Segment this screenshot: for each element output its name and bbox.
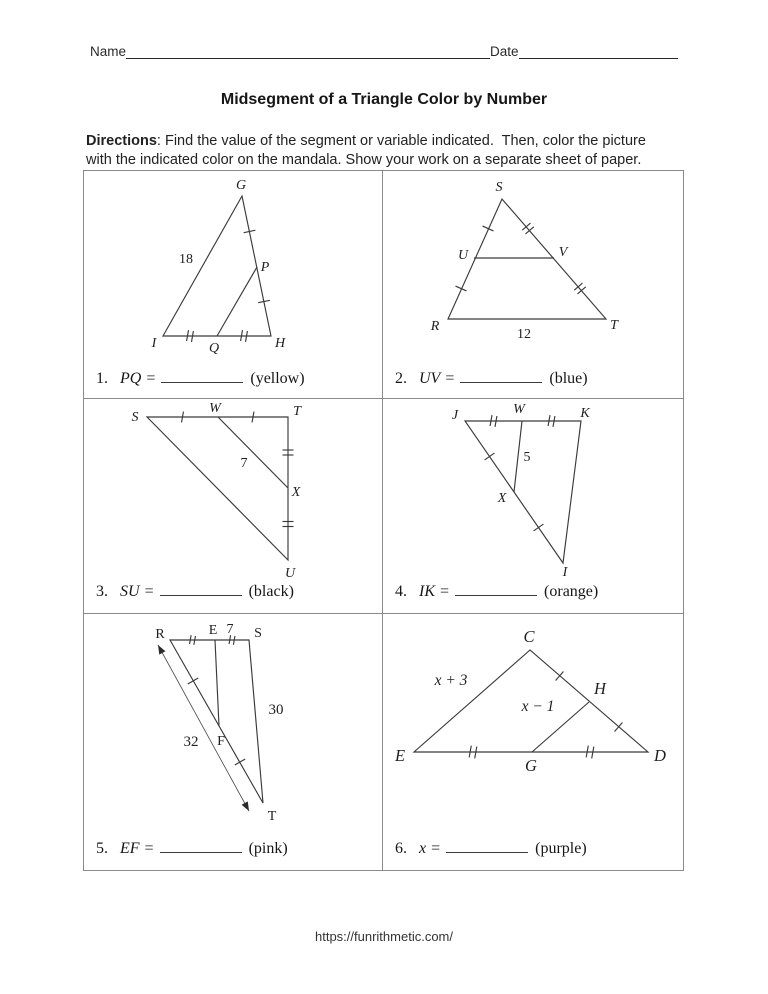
vertex-label-I: I xyxy=(151,336,157,351)
problem-cell-4 xyxy=(383,399,683,614)
arrowhead-up-icon xyxy=(158,645,165,655)
name-date-line xyxy=(90,42,678,59)
question-line-3 xyxy=(96,578,294,601)
measure-label-7: 7 xyxy=(240,456,248,471)
color-note: (black) xyxy=(248,582,294,600)
vertex-label-D: D xyxy=(654,746,666,765)
vertex-label-G: G xyxy=(525,756,537,775)
measure-label-x-minus-1: x − 1 xyxy=(521,698,555,715)
answer-blank xyxy=(161,365,243,383)
answer-blank xyxy=(160,578,242,596)
vertex-label-H: H xyxy=(274,336,286,351)
tick-FT xyxy=(235,759,245,765)
triangle-JKI xyxy=(465,421,581,563)
question-line-5 xyxy=(96,835,288,858)
answer-blank xyxy=(160,835,242,853)
problems-grid xyxy=(83,170,684,871)
question-variable: x xyxy=(419,839,427,857)
problem-cell-3 xyxy=(84,399,383,614)
vertex-label-W: W xyxy=(513,402,525,417)
question-variable: SU xyxy=(120,582,140,600)
problem-6-diagram xyxy=(383,614,682,870)
date-label: Date xyxy=(490,44,519,59)
vertex-label-X: X xyxy=(291,485,301,500)
color-note: (blue) xyxy=(549,369,588,387)
measure-label-7: 7 xyxy=(226,622,234,637)
answer-blank xyxy=(460,365,542,383)
tick-marks xyxy=(187,230,270,342)
tick-XI xyxy=(534,524,544,531)
vertex-label-S: S xyxy=(495,180,503,195)
question-number: 3. xyxy=(96,582,108,600)
measure-label-30: 30 xyxy=(268,702,284,718)
problem-5-diagram xyxy=(84,614,382,870)
color-note: (pink) xyxy=(248,839,288,857)
vertex-label-C: C xyxy=(523,627,535,646)
name-blank-line xyxy=(126,42,490,59)
problem-cell-1 xyxy=(84,171,383,399)
equals-sign: = xyxy=(144,582,154,600)
equals-sign: = xyxy=(146,369,156,387)
answer-blank xyxy=(455,578,537,596)
problem-1-diagram xyxy=(84,171,382,398)
question-number: 2. xyxy=(395,369,407,387)
footer-url: https://funrithmetic.com/ xyxy=(315,929,453,944)
measure-label-12: 12 xyxy=(517,327,531,342)
color-note: (yellow) xyxy=(250,369,305,387)
question-number: 1. xyxy=(96,369,108,387)
measure-label-18: 18 xyxy=(179,252,193,267)
line-through-RT xyxy=(158,645,249,811)
triangle-RST xyxy=(448,199,606,319)
date-blank-line xyxy=(519,42,678,59)
question-variable: EF xyxy=(120,839,140,857)
question-line-2 xyxy=(395,365,588,388)
vertex-label-S: S xyxy=(254,626,262,641)
question-line-6 xyxy=(395,835,587,858)
directions-line1: : Find the value of the segment or variable indicated. Then, color the picture xyxy=(156,132,646,149)
question-line-1 xyxy=(96,365,305,388)
vertex-label-U: U xyxy=(284,566,296,581)
equals-sign: = xyxy=(144,839,154,857)
problem-cell-2 xyxy=(383,171,683,399)
problem-2-diagram xyxy=(383,171,682,398)
vertex-label-X: X xyxy=(497,491,507,506)
vertex-label-V: V xyxy=(558,245,568,260)
question-number: 6. xyxy=(395,839,407,857)
midsegment-WX xyxy=(218,417,288,488)
vertex-label-R: R xyxy=(155,627,165,642)
directions-label: Directions xyxy=(86,132,157,149)
vertex-label-T: T xyxy=(610,318,618,333)
question-variable: IK xyxy=(419,582,435,600)
midsegment-EF xyxy=(215,640,219,726)
equals-sign: = xyxy=(445,369,455,387)
vertex-label-U: U xyxy=(457,248,469,263)
vertex-label-F: F xyxy=(217,734,225,749)
vertex-label-R: R xyxy=(430,319,440,334)
tick-JX xyxy=(485,453,495,460)
vertex-label-S: S xyxy=(131,410,139,425)
tick-marks xyxy=(485,415,555,531)
problem-cell-5 xyxy=(84,614,383,870)
vertex-label-H: H xyxy=(594,679,606,698)
midsegment-PQ xyxy=(217,267,257,336)
question-variable: UV xyxy=(419,369,441,387)
name-label: Name xyxy=(90,44,127,59)
tick-RF xyxy=(188,678,198,684)
question-variable: PQ xyxy=(120,369,142,387)
color-note: (purple) xyxy=(535,839,587,857)
answer-blank xyxy=(446,835,528,853)
measure-label-x-plus-3: x + 3 xyxy=(434,672,468,689)
triangle-STU xyxy=(147,417,288,560)
arrowhead-down-icon xyxy=(242,801,249,811)
measure-label-5: 5 xyxy=(523,450,531,465)
problem-cell-6 xyxy=(383,614,683,870)
vertex-label-W: W xyxy=(209,401,221,416)
vertex-label-Q: Q xyxy=(208,341,220,356)
measure-label-32: 32 xyxy=(183,734,199,750)
question-number: 5. xyxy=(96,839,108,857)
color-note: (orange) xyxy=(544,582,599,600)
question-number: 4. xyxy=(395,582,407,600)
vertex-label-G: G xyxy=(235,178,247,193)
vertex-label-J: J xyxy=(451,408,459,423)
vertex-label-I: I xyxy=(562,565,568,580)
page-title: Midsegment of a Triangle Color by Number xyxy=(220,91,548,108)
vertex-label-T: T xyxy=(267,809,277,824)
equals-sign: = xyxy=(431,839,441,857)
directions-text xyxy=(86,132,706,171)
vertex-label-P: P xyxy=(260,260,270,275)
question-line-4 xyxy=(395,578,598,601)
directions-line2: with the indicated color on the mandala. Show your work on a separate sheet of paper. xyxy=(86,151,642,168)
vertex-label-E: E xyxy=(394,746,406,765)
midsegment-WX xyxy=(514,421,522,492)
equals-sign: = xyxy=(440,582,450,600)
vertex-label-E: E xyxy=(208,623,218,638)
vertex-label-T: T xyxy=(293,404,301,419)
vertex-label-K: K xyxy=(580,406,590,421)
